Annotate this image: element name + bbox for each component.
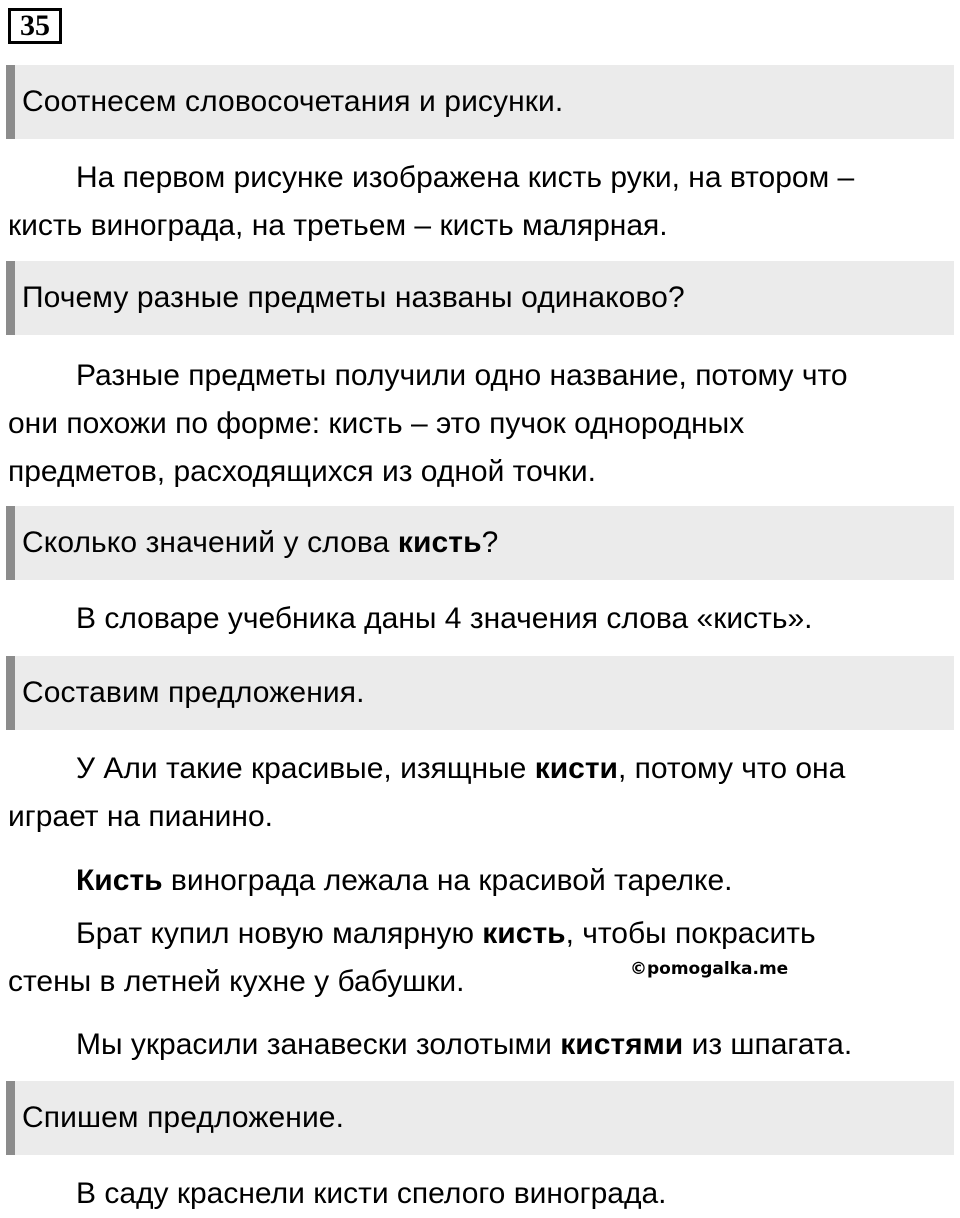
sentence-paragraph-4	[8, 1021, 953, 1069]
question-text-2: Почему разные предметы названы одинаково?	[22, 281, 685, 314]
question-text-5: Спишем предложение.	[22, 1101, 345, 1134]
question-text-4: Составим предложения.	[22, 676, 365, 709]
sentence-text: винограда лежала на красивой тарелке.	[162, 864, 733, 897]
answer-line: В саду краснели кисти спелого винограда.	[76, 1177, 667, 1210]
answer-paragraph-5	[8, 1170, 953, 1218]
question-bar-3	[6, 506, 954, 580]
answer-paragraph-1	[8, 154, 953, 250]
sentence-paragraph-3	[8, 910, 953, 1006]
answer-line: В словаре учебника даны 4 значения слова «кисть».	[76, 602, 813, 635]
question-bar-5	[6, 1081, 954, 1155]
question-bar-2	[6, 261, 954, 335]
answer-line: На первом рисунке изображена кисть руки, на втором –	[76, 161, 855, 194]
question-bar-4	[6, 656, 954, 730]
sentence-text: из шпагата.	[683, 1028, 853, 1061]
sentence-text: , чтобы покрасить	[565, 917, 816, 950]
sentence-text: , потому что она	[617, 752, 846, 785]
sentence-keyword: кистями	[560, 1028, 684, 1061]
sentence-line	[8, 910, 953, 958]
question-text-3	[22, 526, 498, 560]
sentence-line: стены в летней кухне у бабушки.	[8, 965, 465, 998]
answer-line: они похожи по форме: кисть – это пучок однородных	[8, 407, 745, 440]
answer-line: предметов, расходящихся из одной точки.	[8, 455, 596, 488]
sentence-text: Брат купил новую малярную	[76, 917, 483, 950]
sentence-keyword: Кисть	[76, 864, 163, 897]
answer-paragraph-2	[8, 352, 953, 496]
sentence-line	[8, 857, 953, 905]
question-prefix: Сколько значений у слова	[22, 526, 398, 559]
sentence-keyword: кисти	[534, 752, 618, 785]
sentence-line: играет на пианино.	[8, 800, 274, 833]
question-suffix: ?	[481, 526, 499, 559]
answer-line: Разные предметы получили одно название, потому что	[76, 359, 848, 392]
sentence-line	[8, 1021, 953, 1069]
question-keyword: кисть	[397, 526, 482, 559]
sentence-paragraph-1	[8, 745, 953, 841]
question-bar-1	[6, 65, 954, 139]
watermark: ©pomogalka.me	[630, 959, 789, 979]
answer-paragraph-3	[8, 595, 953, 643]
answer-line: кисть винограда, на третьем – кисть малярная.	[8, 209, 668, 242]
sentence-line	[8, 745, 953, 793]
question-text-1: Соотнесем словосочетания и рисунки.	[22, 85, 564, 118]
task-number: 35	[8, 8, 62, 44]
sentence-text: Мы украсили занавески золотыми	[76, 1028, 561, 1061]
sentence-text: У Али такие красивые, изящные	[76, 752, 535, 785]
sentence-keyword: кисть	[482, 917, 566, 950]
sentence-paragraph-2	[8, 857, 953, 905]
